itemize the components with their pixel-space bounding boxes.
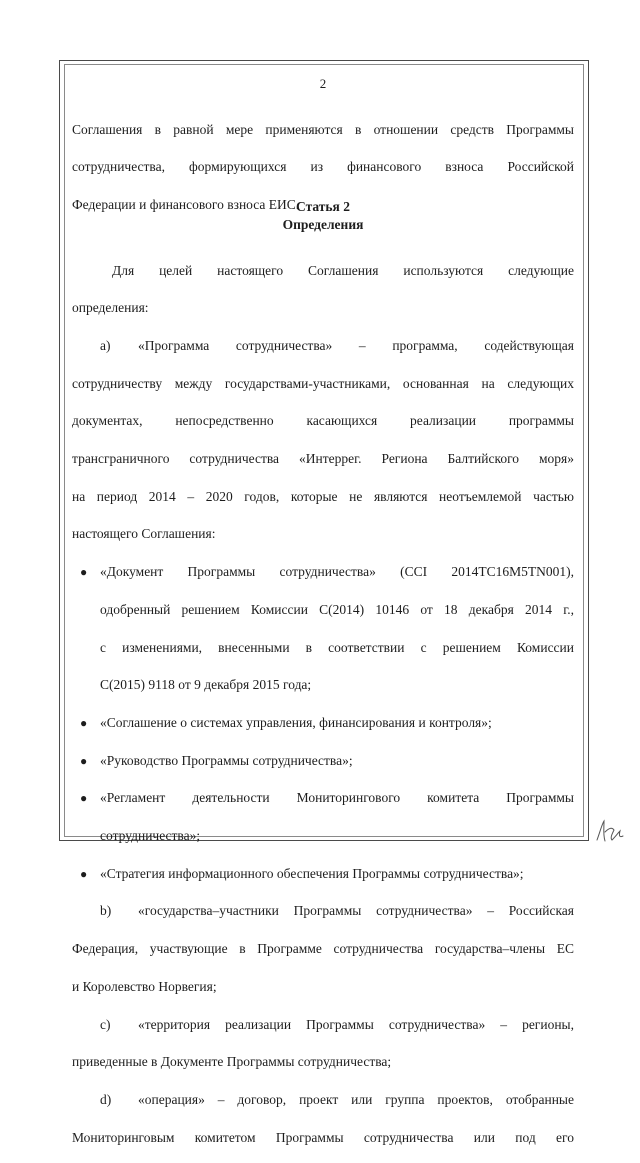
definition-item-b — [72, 899, 574, 923]
item-marker: b) — [100, 903, 112, 919]
bullet-icon: ● — [80, 866, 88, 881]
bullet-item — [72, 711, 574, 735]
bullet-item — [72, 560, 574, 697]
text-line: настоящего Соглашения: — [72, 526, 216, 542]
definitions-body — [72, 245, 574, 1163]
text-line: сотрудничества»; — [100, 828, 201, 844]
text-line: «территория реализации Программы сотрудничества» – регионы, — [138, 1016, 574, 1032]
page-number: 2 — [319, 76, 327, 91]
article-number: Статья 2 — [296, 199, 350, 214]
text-line: «Документ Программы сотрудничества» (CCI 2014TC16M5TN001), — [100, 564, 574, 580]
text-line: Мониторинговым комитетом Программы сотрудничества или под его — [72, 1129, 574, 1145]
item-marker: а) — [100, 337, 111, 353]
text-line: «Соглашение о системах управления, финансирования и контроля»; — [100, 714, 492, 730]
text-line: приведенные в Документе Программы сотрудничества; — [72, 1054, 392, 1070]
text-line: Федерации и финансового взноса ЕИС. — [72, 196, 300, 212]
text-line: Для целей настоящего Соглашения используются следующие — [112, 262, 574, 278]
text-line: трансграничного сотрудничества «Интеррег. Региона Балтийского моря» — [72, 451, 574, 467]
text-line: документах, непосредственно касающихся реализации программы — [72, 413, 574, 429]
article-title: Определения — [282, 217, 364, 232]
text-line: «государства–участники Программы сотрудничества» – Российская — [138, 903, 574, 919]
bullet-item — [72, 749, 574, 773]
text-line: «Стратегия информационного обеспечения Программы сотрудничества»; — [100, 865, 524, 881]
text-line: «Руководство Программы сотрудничества»; — [100, 752, 353, 768]
bullet-icon: ● — [80, 715, 88, 730]
bullet-icon: ● — [80, 791, 88, 806]
text-line: определения: — [72, 300, 149, 316]
definition-item-d — [72, 1088, 574, 1112]
handwritten-initials — [594, 818, 626, 844]
bullet-icon: ● — [80, 565, 88, 580]
definition-item-c — [72, 1013, 574, 1037]
text-line: сотрудничества, формирующихся из финансового взноса Российской — [72, 159, 574, 175]
text-line: одобренный решением Комиссии C(2014) 10146 от 18 декабря 2014 г., — [100, 601, 574, 617]
text-line: на период 2014 – 2020 годов, которые не являются неотъемлемой частью — [72, 488, 574, 504]
text-line: «Программа сотрудничества» – программа, содействующая — [138, 337, 574, 353]
text-line: «операция» – договор, проект или группа проектов, отобранные — [138, 1091, 574, 1107]
text-line: Федерация, участвующие в Программе сотрудничества государства–члены ЕС — [72, 941, 574, 957]
bullet-item — [72, 862, 574, 886]
bullet-item — [72, 786, 574, 848]
text-line: Соглашения в равной мере применяются в отношении средств Программы — [72, 121, 574, 137]
bullet-icon: ● — [80, 753, 88, 768]
text-line: и Королевство Норвегия; — [72, 978, 217, 994]
definition-item-a — [72, 334, 574, 358]
article-heading — [72, 198, 574, 234]
item-marker: d) — [100, 1091, 112, 1107]
text-line: «Регламент деятельности Мониторингового комитета Программы — [100, 790, 574, 806]
text-line: с изменениями, внесенными в соответствии с решением Комиссии — [100, 639, 574, 655]
text-line: сотрудничеству между государствами-участниками, основанная на следующих — [72, 375, 574, 391]
text-line: C(2015) 9118 от 9 декабря 2015 года; — [100, 677, 312, 693]
item-marker: c) — [100, 1016, 111, 1032]
